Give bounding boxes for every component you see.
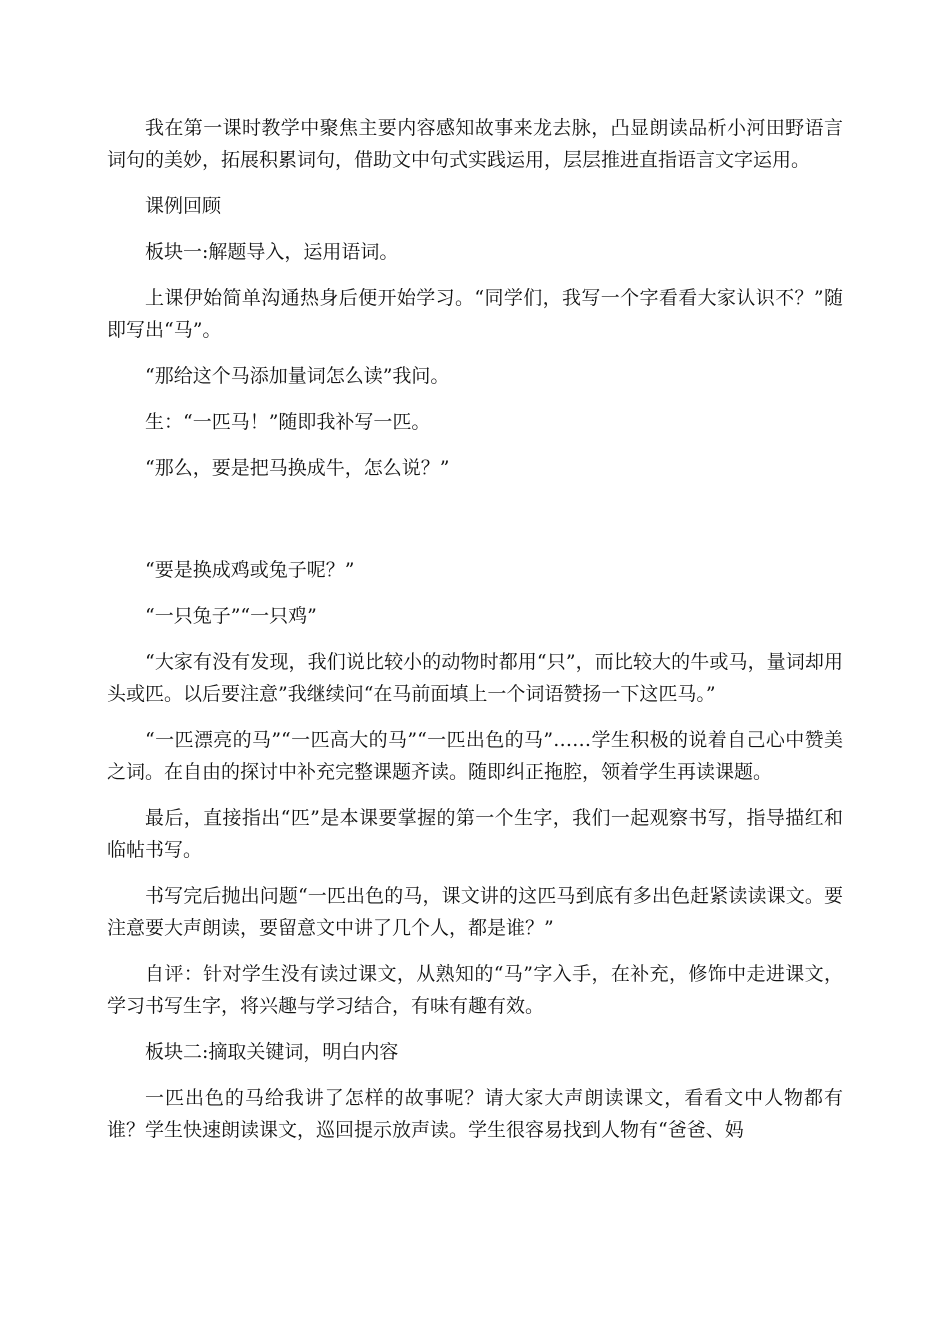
paragraph-gap bbox=[107, 632, 843, 646]
section-heading-block-one: 板块一:解题导入，运用语词。 bbox=[145, 241, 399, 263]
paragraph: 书写完后抛出问题“一匹出色的马，课文讲的这匹马到底有多出色赶紧读读课文。要注意要大声朗读，要留意文中讲了几个人，都是谁？” bbox=[107, 885, 843, 939]
paragraph-gap bbox=[107, 222, 843, 236]
paragraph-gap bbox=[107, 710, 843, 724]
paragraph: “那给这个马添加量词怎么读”我问。 bbox=[145, 365, 450, 387]
paragraph: “一匹漂亮的马”“一匹高大的马”“一匹出色的马”……学生积极的说着自己心中赞美之词。在自由的探讨中补充完整课题齐读。随即纠正拖腔，领着学生再读课题。 bbox=[107, 729, 843, 783]
paragraph-gap bbox=[107, 944, 843, 958]
paragraph-gap bbox=[107, 586, 843, 600]
paragraph-gap bbox=[107, 788, 843, 802]
paragraph-gap bbox=[107, 346, 843, 360]
paragraph-gap bbox=[107, 866, 843, 880]
paragraph-gap bbox=[107, 176, 843, 190]
section-heading-review: 课例回顾 bbox=[145, 195, 222, 217]
paragraph-gap bbox=[107, 438, 843, 452]
paragraph: “那么，要是把马换成牛，怎么说？” bbox=[145, 457, 450, 479]
paragraph: “要是换成鸡或兔子呢？” bbox=[145, 559, 355, 581]
paragraph-gap bbox=[107, 1022, 843, 1036]
paragraph-gap bbox=[107, 484, 843, 554]
paragraph-intro: 我在第一课时教学中聚焦主要内容感知故事来龙去脉，凸显朗读品析小河田野语言词句的美妙，拓展积累词句，借助文中句式实践运用，层层推进直指语言文字运用。 bbox=[107, 117, 843, 171]
paragraph-gap bbox=[107, 268, 843, 282]
paragraph: “一只兔子”“一只鸡” bbox=[145, 605, 317, 627]
paragraph: “大家有没有发现，我们说比较小的动物时都用“只”，而比较大的牛或马，量词却用头或匹。以后要注意”我继续问“在马前面填上一个词语赞扬一下这匹马。” bbox=[107, 651, 843, 705]
paragraph-self-review: 自评：针对学生没有读过课文，从熟知的“马”字入手，在补充，修饰中走进课文，学习书写生字，将兴趣与学习结合，有味有趣有效。 bbox=[107, 963, 843, 1017]
paragraph: 最后，直接指出“匹”是本课要掌握的第一个生字，我们一起观察书写，指导描红和临帖书写。 bbox=[107, 807, 843, 861]
paragraph-gap bbox=[107, 1068, 843, 1082]
paragraph: 一匹出色的马给我讲了怎样的故事呢？请大家大声朗读课文，看看文中人物都有谁？学生快速朗读课文，巡回提示放声读。学生很容易找到人物有“爸爸、妈 bbox=[107, 1087, 843, 1141]
paragraph: 生：“一匹马！”随即我补写一匹。 bbox=[145, 411, 431, 433]
paragraph-gap bbox=[107, 392, 843, 406]
document-body bbox=[107, 112, 843, 1146]
section-heading-block-two: 板块二:摘取关键词，明白内容 bbox=[145, 1041, 399, 1063]
paragraph: 上课伊始简单沟通热身后便开始学习。“同学们，我写一个字看看大家认识不？”随即写出“马”。 bbox=[107, 287, 843, 341]
